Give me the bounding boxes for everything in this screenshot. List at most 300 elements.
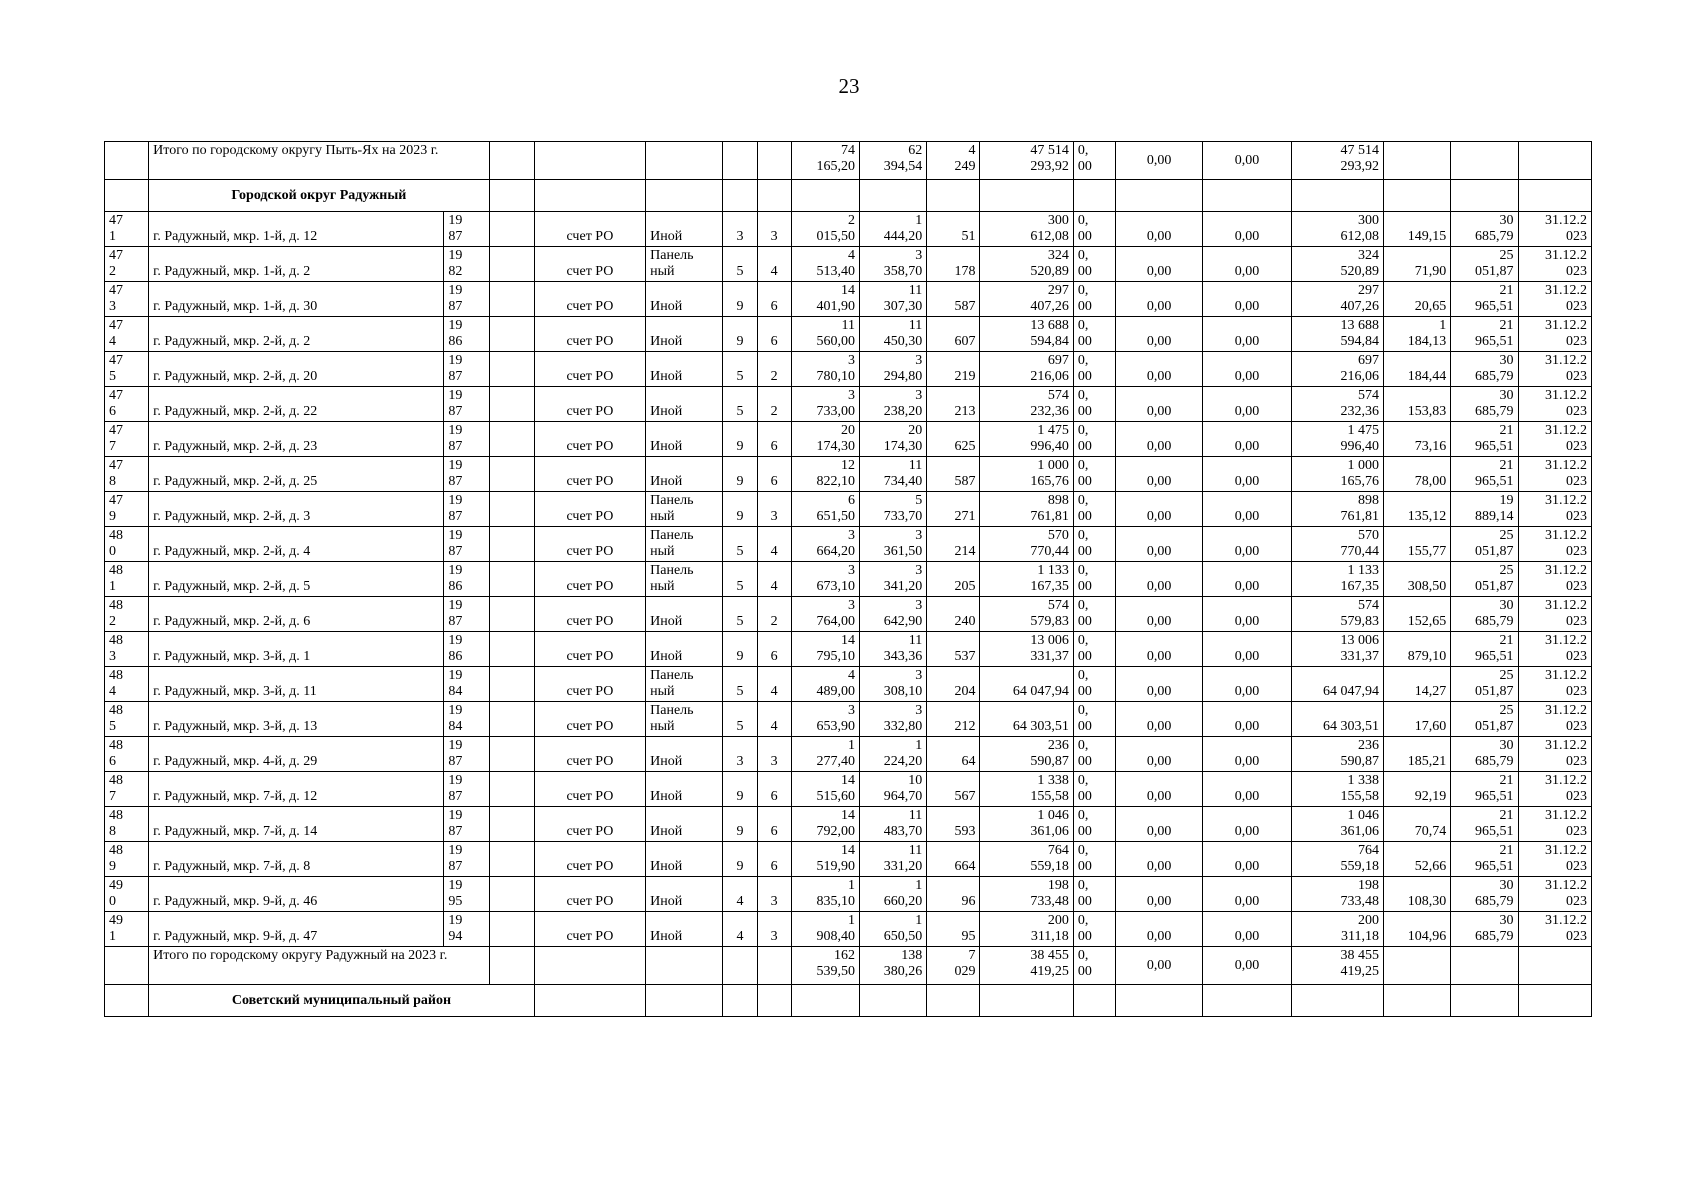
cost-limit: 30 685,79 — [1451, 387, 1518, 422]
budget-b: 0,00 — [1203, 282, 1291, 317]
area-living: 1 444,20 — [859, 212, 926, 247]
area-total: 4 513,40 — [791, 247, 859, 282]
floors: 5 — [723, 247, 757, 282]
area-living: 3 308,10 — [859, 667, 926, 702]
area-living: 11 734,40 — [859, 457, 926, 492]
residents: 95 — [927, 912, 980, 947]
residents: 204 — [927, 667, 980, 702]
residents: 212 — [927, 702, 980, 737]
floors: 3 — [723, 212, 757, 247]
deadline: 31.12.2 023 — [1518, 352, 1591, 387]
address: г. Радужный, мкр. 2-й, д. 22 — [149, 387, 444, 422]
funding-source: счет РО — [534, 667, 645, 702]
build-year: 19 86 — [444, 562, 489, 597]
total-owners: 47 514 293,92 — [1291, 142, 1383, 180]
total-cost: 47 514 293,92 — [980, 142, 1073, 180]
row-number: 47 1 — [105, 212, 149, 247]
table-row — [105, 247, 1592, 282]
deadline: 31.12.2 023 — [1518, 317, 1591, 352]
cell-empty — [1384, 947, 1451, 985]
build-year: 19 84 — [444, 667, 489, 702]
table-row — [105, 737, 1592, 772]
area-living: 3 294,80 — [859, 352, 926, 387]
cell-empty — [791, 985, 859, 1017]
budget-b: 0,00 — [1203, 562, 1291, 597]
cost-limit: 30 685,79 — [1451, 737, 1518, 772]
build-year: 19 87 — [444, 842, 489, 877]
deadline: 31.12.2 023 — [1518, 247, 1591, 282]
residents: 219 — [927, 352, 980, 387]
cell-empty — [757, 985, 791, 1017]
residents: 240 — [927, 597, 980, 632]
cost-limit: 21 965,51 — [1451, 457, 1518, 492]
address: г. Радужный, мкр. 2-й, д. 23 — [149, 422, 444, 457]
unit-cost: 70,74 — [1384, 807, 1451, 842]
cell-empty — [489, 807, 534, 842]
area-total: 14 401,90 — [791, 282, 859, 317]
budget-b: 0,00 — [1203, 422, 1291, 457]
fund-share: 0, 00 — [1073, 807, 1115, 842]
total-residents: 4 249 — [927, 142, 980, 180]
entrances: 6 — [757, 632, 791, 667]
budget-a: 0,00 — [1115, 632, 1202, 667]
cost-limit: 30 685,79 — [1451, 877, 1518, 912]
cell-empty — [105, 142, 149, 180]
entrances: 6 — [757, 842, 791, 877]
fund-share: 0, 00 — [1073, 842, 1115, 877]
budget-a: 0,00 — [1115, 562, 1202, 597]
build-year: 19 95 — [444, 877, 489, 912]
area-living: 1 224,20 — [859, 737, 926, 772]
fund-share: 0, 00 — [1073, 562, 1115, 597]
cell-empty — [723, 947, 757, 985]
wall-material: Иной — [646, 212, 723, 247]
row-number: 49 0 — [105, 877, 149, 912]
budget-a: 0,00 — [1115, 317, 1202, 352]
total-budget-a: 0,00 — [1115, 142, 1202, 180]
cost-limit: 30 685,79 — [1451, 912, 1518, 947]
cell-empty — [489, 842, 534, 877]
cost-limit: 25 051,87 — [1451, 562, 1518, 597]
unit-cost: 73,16 — [1384, 422, 1451, 457]
cost-limit: 21 965,51 — [1451, 772, 1518, 807]
cell-empty — [489, 947, 534, 985]
row-number: 48 5 — [105, 702, 149, 737]
cell-empty — [723, 142, 757, 180]
funding-source: счет РО — [534, 352, 645, 387]
floors: 5 — [723, 527, 757, 562]
residents: 587 — [927, 457, 980, 492]
cost-total: 13 688 594,84 — [980, 317, 1073, 352]
cell-empty — [534, 947, 645, 985]
wall-material: Панель ный — [646, 667, 723, 702]
fund-share: 0, 00 — [1073, 912, 1115, 947]
cost-total: 236 590,87 — [980, 737, 1073, 772]
cell-empty — [1073, 180, 1115, 212]
area-total: 14 792,00 — [791, 807, 859, 842]
capital-repair-table — [104, 141, 1592, 1017]
cell-empty — [646, 142, 723, 180]
fund-share: 0, 00 — [1073, 492, 1115, 527]
residents: 178 — [927, 247, 980, 282]
cost-total: 300 612,08 — [980, 212, 1073, 247]
wall-material: Иной — [646, 282, 723, 317]
funding-source: счет РО — [534, 807, 645, 842]
deadline: 31.12.2 023 — [1518, 702, 1591, 737]
table-row — [105, 702, 1592, 737]
total-budget-a: 0,00 — [1115, 947, 1202, 985]
build-year: 19 87 — [444, 282, 489, 317]
area-living: 11 307,30 — [859, 282, 926, 317]
deadline: 31.12.2 023 — [1518, 422, 1591, 457]
owners-funds: 1 046 361,06 — [1291, 807, 1383, 842]
entrances: 2 — [757, 387, 791, 422]
wall-material: Иной — [646, 387, 723, 422]
funding-source: счет РО — [534, 772, 645, 807]
row-number: 47 8 — [105, 457, 149, 492]
table-row — [105, 457, 1592, 492]
funding-source: счет РО — [534, 912, 645, 947]
funding-source: счет РО — [534, 527, 645, 562]
unit-cost: 184,44 — [1384, 352, 1451, 387]
fund-share: 0, 00 — [1073, 527, 1115, 562]
row-number: 47 4 — [105, 317, 149, 352]
area-total: 3 780,10 — [791, 352, 859, 387]
cell-empty — [1115, 985, 1202, 1017]
area-living: 3 332,80 — [859, 702, 926, 737]
cell-empty — [859, 180, 926, 212]
wall-material: Иной — [646, 422, 723, 457]
table-row — [105, 352, 1592, 387]
cell-empty — [980, 985, 1073, 1017]
floors: 9 — [723, 422, 757, 457]
cost-total: 574 232,36 — [980, 387, 1073, 422]
residents: 271 — [927, 492, 980, 527]
budget-b: 0,00 — [1203, 387, 1291, 422]
cell-empty — [859, 985, 926, 1017]
area-total: 1 277,40 — [791, 737, 859, 772]
floors: 5 — [723, 597, 757, 632]
area-total: 3 733,00 — [791, 387, 859, 422]
owners-funds: 64 047,94 — [1291, 667, 1383, 702]
cost-total: 764 559,18 — [980, 842, 1073, 877]
build-year: 19 87 — [444, 422, 489, 457]
owners-funds: 764 559,18 — [1291, 842, 1383, 877]
area-living: 3 358,70 — [859, 247, 926, 282]
residents: 593 — [927, 807, 980, 842]
build-year: 19 87 — [444, 527, 489, 562]
wall-material: Панель ный — [646, 562, 723, 597]
floors: 3 — [723, 737, 757, 772]
cost-total: 64 303,51 — [980, 702, 1073, 737]
funding-source: счет РО — [534, 457, 645, 492]
table-row — [105, 212, 1592, 247]
cost-total: 697 216,06 — [980, 352, 1073, 387]
cost-total: 297 407,26 — [980, 282, 1073, 317]
budget-a: 0,00 — [1115, 702, 1202, 737]
cell-empty — [534, 180, 645, 212]
total-fund-share: 0, 00 — [1073, 142, 1115, 180]
fund-share: 0, 00 — [1073, 772, 1115, 807]
area-total: 3 653,90 — [791, 702, 859, 737]
unit-cost: 17,60 — [1384, 702, 1451, 737]
floors: 5 — [723, 387, 757, 422]
area-total: 12 822,10 — [791, 457, 859, 492]
wall-material: Иной — [646, 807, 723, 842]
section-title: Советский муниципальный район — [149, 985, 535, 1017]
cell-empty — [646, 985, 723, 1017]
cell-empty — [1451, 142, 1518, 180]
entrances: 2 — [757, 352, 791, 387]
owners-funds: 1 133 167,35 — [1291, 562, 1383, 597]
floors: 9 — [723, 807, 757, 842]
fund-share: 0, 00 — [1073, 247, 1115, 282]
deadline: 31.12.2 023 — [1518, 632, 1591, 667]
owners-funds: 200 311,18 — [1291, 912, 1383, 947]
deadline: 31.12.2 023 — [1518, 492, 1591, 527]
deadline: 31.12.2 023 — [1518, 807, 1591, 842]
area-living: 10 964,70 — [859, 772, 926, 807]
cell-empty — [489, 737, 534, 772]
address: г. Радужный, мкр. 1-й, д. 30 — [149, 282, 444, 317]
area-living: 11 450,30 — [859, 317, 926, 352]
owners-funds: 300 612,08 — [1291, 212, 1383, 247]
unit-cost: 152,65 — [1384, 597, 1451, 632]
wall-material: Иной — [646, 597, 723, 632]
area-total: 4 489,00 — [791, 667, 859, 702]
table-row — [105, 282, 1592, 317]
cell-empty — [1518, 947, 1591, 985]
budget-a: 0,00 — [1115, 667, 1202, 702]
deadline: 31.12.2 023 — [1518, 282, 1591, 317]
build-year: 19 87 — [444, 737, 489, 772]
residents: 537 — [927, 632, 980, 667]
deadline: 31.12.2 023 — [1518, 457, 1591, 492]
area-living: 1 650,50 — [859, 912, 926, 947]
wall-material: Иной — [646, 842, 723, 877]
owners-funds: 1 000 165,76 — [1291, 457, 1383, 492]
table-row — [105, 492, 1592, 527]
cell-empty — [534, 985, 645, 1017]
table-row — [105, 912, 1592, 947]
funding-source: счет РО — [534, 212, 645, 247]
residents: 214 — [927, 527, 980, 562]
unit-cost: 104,96 — [1384, 912, 1451, 947]
unit-cost: 879,10 — [1384, 632, 1451, 667]
fund-share: 0, 00 — [1073, 457, 1115, 492]
area-total: 2 015,50 — [791, 212, 859, 247]
funding-source: счет РО — [534, 632, 645, 667]
address: г. Радужный, мкр. 4-й, д. 29 — [149, 737, 444, 772]
table-row — [105, 667, 1592, 702]
cost-total: 13 006 331,37 — [980, 632, 1073, 667]
cell-empty — [1451, 180, 1518, 212]
address: г. Радужный, мкр. 7-й, д. 8 — [149, 842, 444, 877]
deadline: 31.12.2 023 — [1518, 842, 1591, 877]
unit-cost: 14,27 — [1384, 667, 1451, 702]
floors: 9 — [723, 492, 757, 527]
rows-body — [105, 212, 1592, 947]
residents: 96 — [927, 877, 980, 912]
owners-funds: 13 006 331,37 — [1291, 632, 1383, 667]
funding-source: счет РО — [534, 737, 645, 772]
cost-limit: 21 965,51 — [1451, 842, 1518, 877]
cost-limit: 30 685,79 — [1451, 212, 1518, 247]
budget-b: 0,00 — [1203, 632, 1291, 667]
entrances: 4 — [757, 667, 791, 702]
fund-share: 0, 00 — [1073, 632, 1115, 667]
cell-empty — [723, 985, 757, 1017]
floors: 5 — [723, 352, 757, 387]
floors: 5 — [723, 562, 757, 597]
residents: 664 — [927, 842, 980, 877]
unit-cost: 78,00 — [1384, 457, 1451, 492]
entrances: 3 — [757, 492, 791, 527]
table-row — [105, 807, 1592, 842]
entrances: 6 — [757, 282, 791, 317]
address: г. Радужный, мкр. 9-й, д. 46 — [149, 877, 444, 912]
build-year: 19 87 — [444, 772, 489, 807]
cell-empty — [489, 877, 534, 912]
build-year: 19 84 — [444, 702, 489, 737]
entrances: 4 — [757, 247, 791, 282]
entrances: 4 — [757, 702, 791, 737]
cost-total: 324 520,89 — [980, 247, 1073, 282]
area-total: 3 673,10 — [791, 562, 859, 597]
floors: 5 — [723, 667, 757, 702]
cell-empty — [105, 985, 149, 1017]
table-row — [105, 842, 1592, 877]
area-living: 11 483,70 — [859, 807, 926, 842]
entrances: 6 — [757, 772, 791, 807]
total-residents: 7 029 — [927, 947, 980, 985]
budget-b: 0,00 — [1203, 737, 1291, 772]
budget-a: 0,00 — [1115, 247, 1202, 282]
cell-empty — [489, 772, 534, 807]
total-cost: 38 455 419,25 — [980, 947, 1073, 985]
build-year: 19 87 — [444, 457, 489, 492]
owners-funds: 198 733,48 — [1291, 877, 1383, 912]
table-row — [105, 527, 1592, 562]
entrances: 3 — [757, 912, 791, 947]
table-row — [105, 877, 1592, 912]
cell-empty — [1451, 947, 1518, 985]
cost-total: 1 475 996,40 — [980, 422, 1073, 457]
residents: 205 — [927, 562, 980, 597]
funding-source: счет РО — [534, 702, 645, 737]
cell-empty — [489, 212, 534, 247]
funding-source: счет РО — [534, 422, 645, 457]
cell-empty — [105, 947, 149, 985]
wall-material: Иной — [646, 877, 723, 912]
floors: 9 — [723, 457, 757, 492]
owners-funds: 570 770,44 — [1291, 527, 1383, 562]
build-year: 19 86 — [444, 632, 489, 667]
cell-empty — [723, 180, 757, 212]
funding-source: счет РО — [534, 562, 645, 597]
page-number: 23 — [838, 74, 860, 98]
row-number: 48 3 — [105, 632, 149, 667]
cost-total: 1 133 167,35 — [980, 562, 1073, 597]
unit-cost: 153,83 — [1384, 387, 1451, 422]
area-living: 3 642,90 — [859, 597, 926, 632]
fund-share: 0, 00 — [1073, 352, 1115, 387]
cell-empty — [1115, 180, 1202, 212]
budget-b: 0,00 — [1203, 527, 1291, 562]
cost-total: 1 338 155,58 — [980, 772, 1073, 807]
address: г. Радужный, мкр. 7-й, д. 14 — [149, 807, 444, 842]
cell-empty — [1518, 142, 1591, 180]
area-total: 6 651,50 — [791, 492, 859, 527]
owners-funds: 64 303,51 — [1291, 702, 1383, 737]
budget-a: 0,00 — [1115, 597, 1202, 632]
row-number: 48 0 — [105, 527, 149, 562]
entrances: 3 — [757, 877, 791, 912]
table-row — [105, 422, 1592, 457]
floors: 9 — [723, 842, 757, 877]
deadline: 31.12.2 023 — [1518, 772, 1591, 807]
row-number: 47 5 — [105, 352, 149, 387]
fund-share: 0, 00 — [1073, 737, 1115, 772]
area-total: 14 795,10 — [791, 632, 859, 667]
cost-total: 574 579,83 — [980, 597, 1073, 632]
residents: 213 — [927, 387, 980, 422]
cell-empty — [1291, 985, 1383, 1017]
entrances: 6 — [757, 457, 791, 492]
wall-material: Иной — [646, 317, 723, 352]
address: г. Радужный, мкр. 3-й, д. 13 — [149, 702, 444, 737]
address: г. Радужный, мкр. 3-й, д. 1 — [149, 632, 444, 667]
wall-material: Иной — [646, 457, 723, 492]
owners-funds: 574 232,36 — [1291, 387, 1383, 422]
unit-cost: 52,66 — [1384, 842, 1451, 877]
row-number: 47 2 — [105, 247, 149, 282]
row-number: 47 3 — [105, 282, 149, 317]
cost-total: 198 733,48 — [980, 877, 1073, 912]
owners-funds: 574 579,83 — [1291, 597, 1383, 632]
budget-a: 0,00 — [1115, 422, 1202, 457]
address: г. Радужный, мкр. 3-й, д. 11 — [149, 667, 444, 702]
residents: 64 — [927, 737, 980, 772]
cost-total: 1 046 361,06 — [980, 807, 1073, 842]
cell-empty — [927, 180, 980, 212]
budget-a: 0,00 — [1115, 282, 1202, 317]
funding-source: счет РО — [534, 492, 645, 527]
total-row-raduzhny — [105, 947, 1592, 985]
cell-empty — [1384, 142, 1451, 180]
floors: 9 — [723, 282, 757, 317]
deadline: 31.12.2 023 — [1518, 912, 1591, 947]
cell-empty — [757, 180, 791, 212]
budget-b: 0,00 — [1203, 212, 1291, 247]
entrances: 3 — [757, 212, 791, 247]
total-label: Итого по городскому округу Пыть-Ях на 2023 г. — [149, 142, 489, 180]
total-label: Итого по городскому округу Радужный на 2023 г. — [149, 947, 489, 985]
floors: 5 — [723, 702, 757, 737]
budget-a: 0,00 — [1115, 912, 1202, 947]
cell-empty — [105, 180, 149, 212]
cell-empty — [1203, 985, 1291, 1017]
deadline: 31.12.2 023 — [1518, 667, 1591, 702]
owners-funds: 324 520,89 — [1291, 247, 1383, 282]
row-number: 48 6 — [105, 737, 149, 772]
fund-share: 0, 00 — [1073, 667, 1115, 702]
address: г. Радужный, мкр. 2-й, д. 6 — [149, 597, 444, 632]
address: г. Радужный, мкр. 9-й, д. 47 — [149, 912, 444, 947]
budget-a: 0,00 — [1115, 807, 1202, 842]
cell-empty — [1203, 180, 1291, 212]
cell-empty — [757, 142, 791, 180]
